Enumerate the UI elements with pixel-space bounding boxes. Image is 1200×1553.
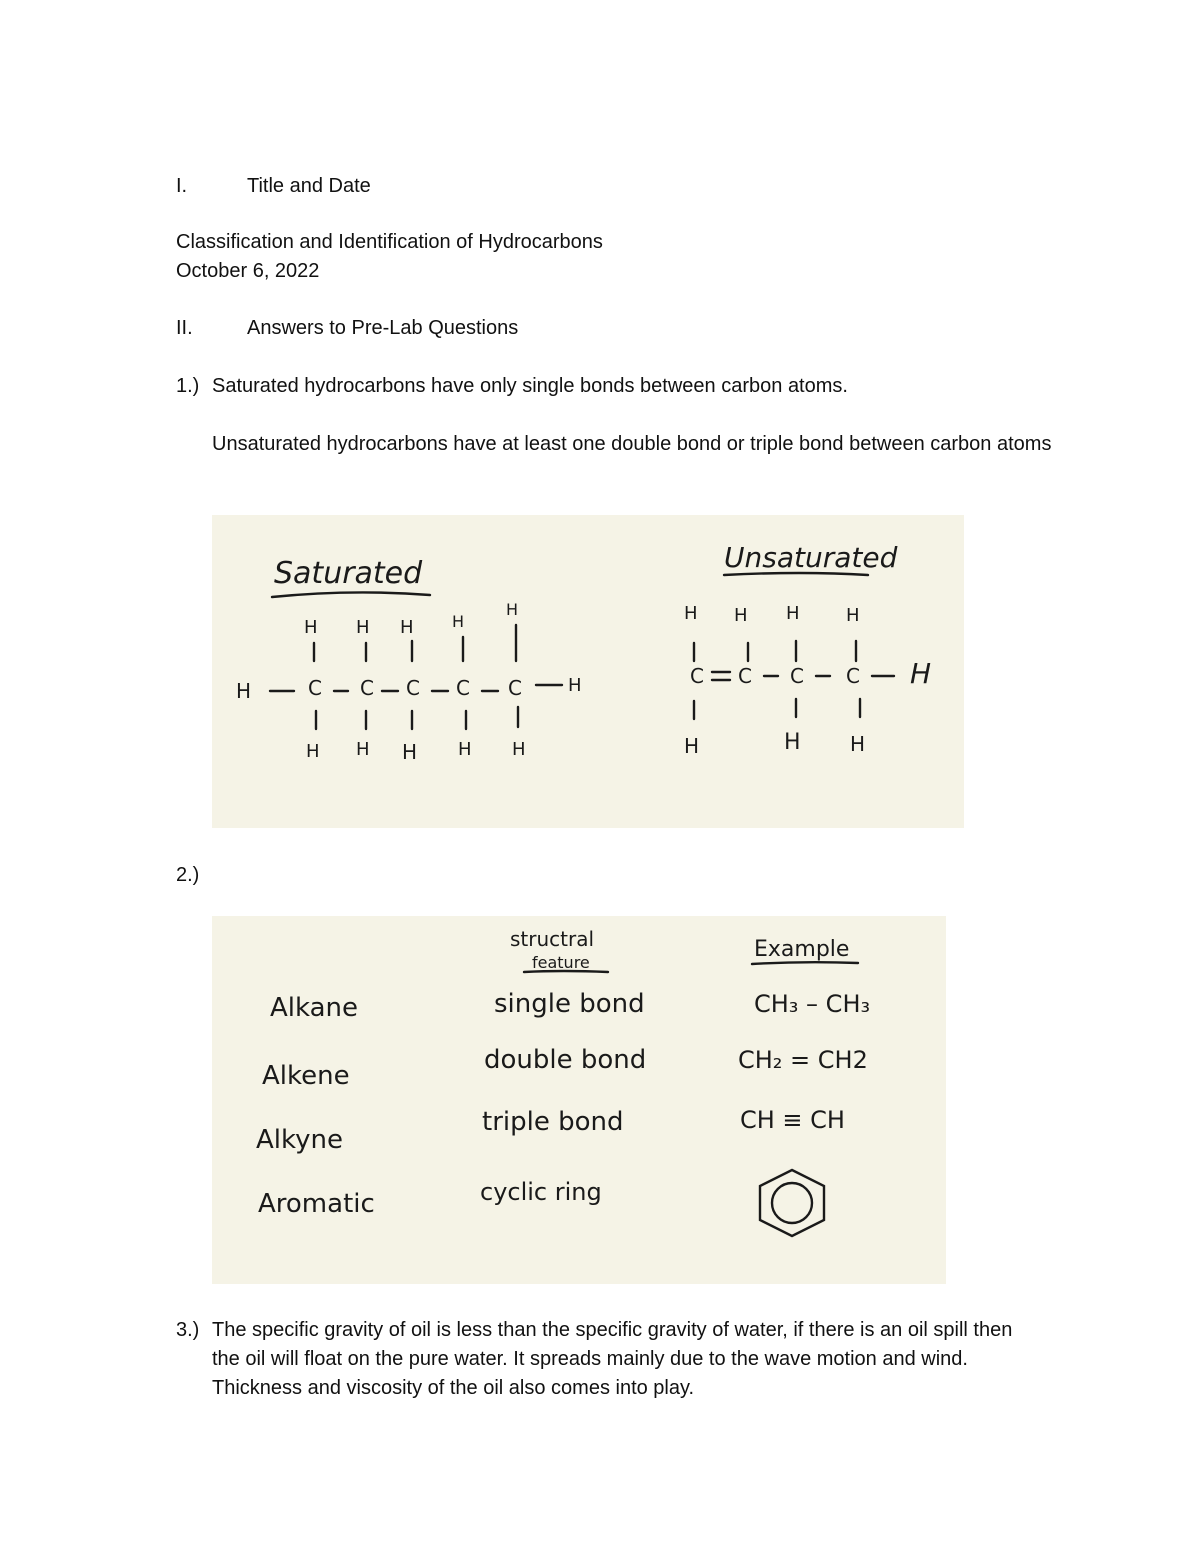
unsat-c3: C bbox=[790, 664, 804, 688]
row-alkyne-feature: triple bond bbox=[482, 1107, 624, 1137]
q3-answer: The specific gravity of oil is less than the specific gravity of water, if there is an oil spill then the oil will float on the pure water. It spreads mainly due to the wave motion and wind. Thickness and viscosity of the oil also comes into play. bbox=[212, 1319, 1013, 1399]
sat-h-bot-5: H bbox=[512, 739, 526, 760]
q3-number: 3.) bbox=[176, 1319, 200, 1341]
section-2-number: II. bbox=[176, 317, 193, 339]
unsaturated-label: Unsaturated bbox=[724, 541, 898, 574]
sat-h-bot-2: H bbox=[356, 739, 370, 760]
header-feature-line1: structral bbox=[510, 927, 595, 951]
row-alkane-name: Alkane bbox=[270, 993, 359, 1023]
sat-c3: C bbox=[406, 676, 420, 700]
sat-h-bot-1: H bbox=[306, 741, 320, 762]
sat-h-bot-4: H bbox=[458, 739, 472, 760]
row-alkyne-name: Alkyne bbox=[256, 1125, 344, 1155]
sat-c5: C bbox=[508, 676, 522, 700]
sat-c2: C bbox=[360, 676, 374, 700]
sat-h-right: H bbox=[568, 675, 582, 696]
classification-table-panel bbox=[212, 916, 946, 1284]
unsat-h-top-3: H bbox=[786, 603, 800, 624]
sat-h-top-1: H bbox=[304, 617, 318, 638]
structure-drawing-panel bbox=[212, 515, 964, 828]
q2-number: 2.) bbox=[176, 864, 200, 886]
q1-saturated-text: Saturated hydrocarbons have only single bonds between carbon atoms. bbox=[212, 375, 848, 397]
header-feature-line2: feature bbox=[532, 953, 590, 972]
unsat-h-bot-2: H bbox=[784, 730, 801, 755]
sat-h-bot-3: H bbox=[402, 740, 418, 764]
unsaturated-underline bbox=[724, 573, 868, 575]
unsat-h-right: H bbox=[910, 657, 932, 690]
sat-h-top-5: H bbox=[506, 600, 519, 619]
q1-unsaturated-text: Unsaturated hydrocarbons have at least one double bond or triple bond between carbon atoms bbox=[212, 433, 1052, 455]
section-1-heading: Title and Date bbox=[247, 175, 371, 197]
row-alkane-example: CH₃ – CH₃ bbox=[754, 990, 871, 1018]
row-alkene-feature: double bond bbox=[484, 1045, 647, 1075]
saturated-structure bbox=[236, 600, 582, 764]
row-alkene-name: Alkene bbox=[262, 1061, 350, 1091]
row-alkene-example: CH₂ = CH2 bbox=[738, 1046, 868, 1074]
unsat-c1: C bbox=[690, 664, 704, 688]
unsat-h-top-4: H bbox=[846, 605, 860, 626]
saturated-label: Saturated bbox=[274, 556, 423, 591]
unsat-h-bot-3: H bbox=[850, 732, 866, 756]
unsat-h-top-2: H bbox=[734, 605, 748, 626]
structure-drawing bbox=[212, 515, 964, 828]
benzene-ring-icon bbox=[760, 1170, 824, 1236]
unsat-h-bot-1: H bbox=[684, 734, 700, 758]
document-date: October 6, 2022 bbox=[176, 260, 320, 282]
row-aromatic-feature: cyclic ring bbox=[480, 1178, 602, 1206]
header-example: Example bbox=[754, 937, 850, 962]
sat-h-top-2: H bbox=[356, 617, 370, 638]
row-alkane-feature: single bond bbox=[494, 989, 645, 1019]
sat-h-top-3: H bbox=[400, 617, 414, 638]
unsat-h-top-1: H bbox=[684, 603, 698, 624]
unsaturated-structure bbox=[684, 603, 931, 758]
sat-c4: C bbox=[456, 676, 470, 700]
saturated-underline bbox=[272, 592, 430, 597]
sat-h-left: H bbox=[236, 679, 252, 703]
section-1-number: I. bbox=[176, 175, 188, 197]
unsat-c4: C bbox=[846, 664, 860, 688]
section-2-heading: Answers to Pre-Lab Questions bbox=[247, 317, 519, 339]
sat-c1: C bbox=[308, 676, 322, 700]
sat-h-top-4: H bbox=[452, 612, 465, 631]
row-aromatic-name: Aromatic bbox=[258, 1189, 375, 1219]
classification-table bbox=[212, 916, 946, 1284]
unsat-c2: C bbox=[738, 664, 752, 688]
q1-number: 1.) bbox=[176, 375, 200, 397]
document-title: Classification and Identification of Hydrocarbons bbox=[176, 231, 603, 253]
row-alkyne-example: CH ≡ CH bbox=[740, 1106, 845, 1134]
